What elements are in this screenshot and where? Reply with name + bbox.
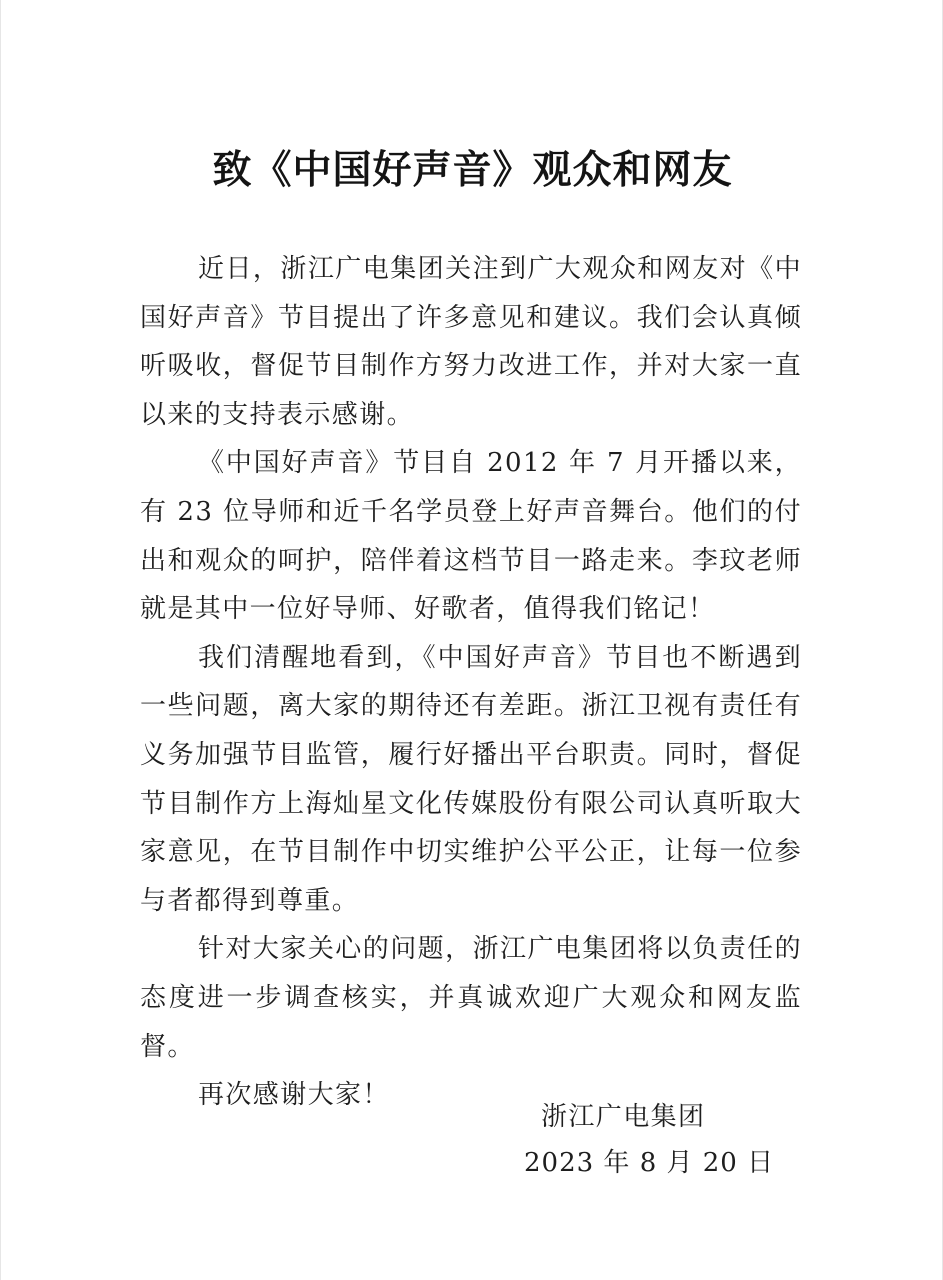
signature-organization: 浙江广电集团 [541, 1102, 706, 1132]
paragraph-1: 近日，浙江广电集团关注到广大观众和网友对《中国好声音》节目提出了许多意见和建议。我们会认真倾听吸收，督促节目制作方努力改进工作，并对大家一直以来的支持表示感谢。 [140, 254, 802, 430]
paragraph-2: 《中国好声音》节目自 2012 年 7 月开播以来，有 23 位导师和近千名学员登上好声音舞台。他们的付出和观众的呵护，陪伴着这档节目一路走来。李玟老师就是其中一位好导师、好歌者，值得我们铭记！ [140, 448, 802, 625]
signature-block [524, 1094, 784, 1186]
paragraph-5: 再次感谢大家！ [198, 1080, 390, 1111]
paragraph-3: 我们清醒地看到，《中国好声音》节目也不断遇到一些问题，离大家的期待还有差距。浙江卫视有责任有义务加强节目监管，履行好播出平台职责。同时，督促节目制作方上海灿星文化传媒股份有限公司认真听取大家意见，在节目制作中切实维护公平公正，让每一位参与者都得到尊重。 [140, 642, 802, 916]
document-title: 致《中国好声音》观众和网友 [212, 148, 733, 193]
paragraph-4: 针对大家关心的问题，浙江广电集团将以负责任的态度进一步调查核实，并真诚欢迎广大观众和网友监督。 [140, 934, 802, 1062]
letter-body [140, 245, 802, 1120]
signature-date: 2023 年 8 月 20 日 [524, 1148, 775, 1178]
